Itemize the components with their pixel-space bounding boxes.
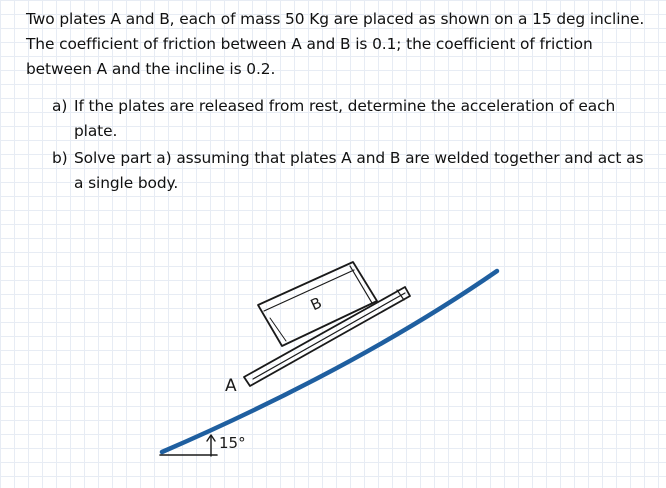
question-part-a (52, 94, 652, 146)
part-a-label: a) (52, 97, 68, 115)
plate-a (244, 287, 410, 386)
label-a: A (225, 376, 237, 396)
question-part-b (52, 146, 652, 198)
incline-surface (162, 271, 497, 452)
part-b-label: b) (52, 149, 68, 167)
problem-statement: Two plates A and B, each of mass 50 Kg are placed as shown on a 15 deg incline. The coefficient of friction between A and B is 0.1; the coefficient of friction between A and the incline is 0.2. (26, 10, 645, 78)
angle-marker (207, 435, 215, 456)
label-b: B (307, 293, 325, 315)
angle-label: 15° (219, 434, 246, 452)
part-a-text: If the plates are released from rest, determine the acceleration of each plate. (74, 97, 616, 140)
plate-b (258, 262, 377, 346)
part-b-text: Solve part a) assuming that plates A and B are welded together and act as a single body. (74, 149, 644, 192)
